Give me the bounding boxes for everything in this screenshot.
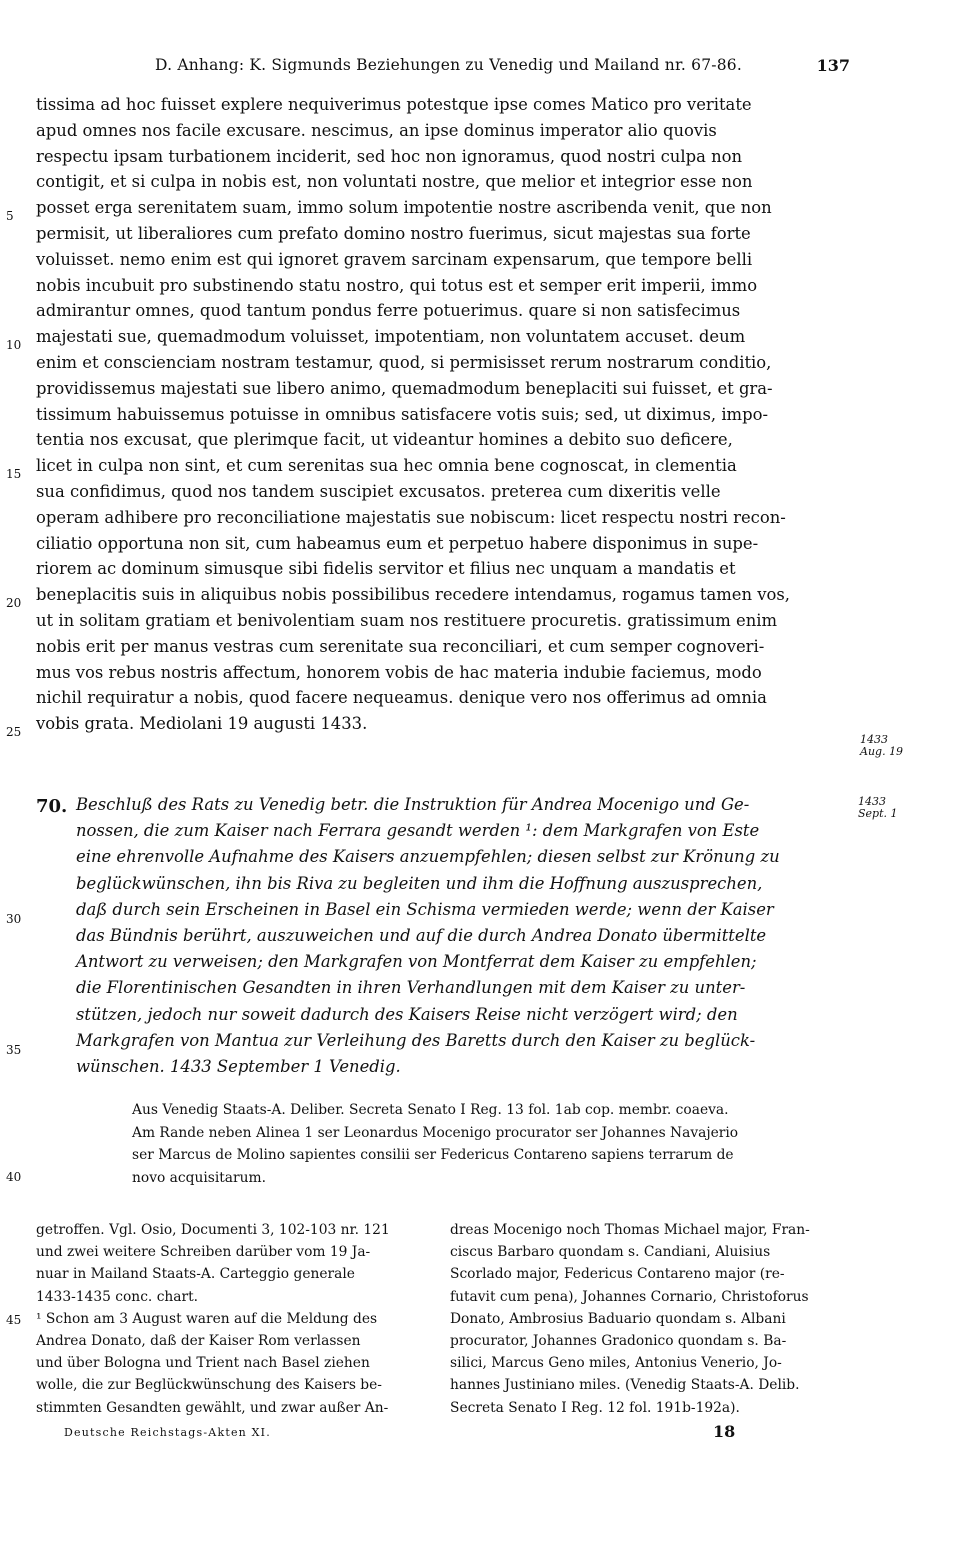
footnote-line: futavit cum pena), Johannes Cornario, Christoforus bbox=[450, 1288, 809, 1305]
text-line: tissima ad hoc fuisset explere nequiverimus potestque ipse comes Matico pro veritate bbox=[36, 95, 752, 114]
margin-date-year: 1433 bbox=[860, 733, 888, 746]
regest-line: wünschen. 1433 September 1 Venedig. bbox=[76, 1057, 401, 1076]
page-number: 137 bbox=[816, 56, 850, 75]
text-line: majestati sue, quemadmodum voluisset, impotentiam, non voluntatem accuset. deum bbox=[36, 327, 746, 347]
page-header bbox=[155, 56, 850, 80]
footer-series-title: Deutsche Reichstags-Akten XI. bbox=[64, 1426, 271, 1439]
footnote-line: dreas Mocenigo noch Thomas Michael major, Fran- bbox=[450, 1222, 810, 1238]
document-number: 70. bbox=[36, 796, 68, 817]
footnote-line: und über Bologna und Trient nach Basel ziehen bbox=[36, 1355, 370, 1372]
footnote-line: stimmten Gesandten gewählt, und zwar außer An- bbox=[36, 1399, 389, 1416]
footnote-line: Secreta Senato I Reg. 12 fol. 191b-192a). bbox=[450, 1399, 740, 1416]
text-line: licet in culpa non sint, et cum serenitas sua hec omnia bene cognoscat, in clementia bbox=[36, 456, 737, 476]
line-number: 20 bbox=[6, 596, 22, 610]
line-number: 25 bbox=[6, 725, 22, 739]
line-number: 5 bbox=[6, 209, 14, 223]
running-title: D. Anhang: K. Sigmunds Beziehungen zu Venedig und Mailand nr. 67-86. bbox=[155, 56, 742, 74]
margin-date-year: 1433 bbox=[858, 795, 886, 808]
text-line: vobis grata. Mediolani 19 augusti 1433. bbox=[36, 714, 368, 734]
source-line: Am Rande neben Alinea 1 ser Leonardus Mocenigo procurator ser Johannes Navajerio bbox=[132, 1124, 739, 1141]
source-line: novo acquisitarum. bbox=[132, 1169, 266, 1186]
footnote-line: wolle, die zur Beglückwünschung des Kaisers be- bbox=[36, 1377, 382, 1394]
footnote-line: getroffen. Vgl. Osio, Documenti 3, 102-103 nr. 121 bbox=[36, 1222, 390, 1238]
text-line: beneplacitis suis in aliquibus nobis possibilibus recedere intendamus, rogamus tamen vos, bbox=[36, 585, 790, 605]
text-line: operam adhibere pro reconciliatione majestatis sue nobiscum: licet respectu nostri recon- bbox=[36, 507, 786, 527]
margin-date-sept bbox=[858, 796, 898, 820]
regest-line: die Florentinischen Gesandten in ihren Verhandlungen mit dem Kaiser zu unter- bbox=[76, 978, 746, 998]
footnote-line: ciscus Barbaro quondam s. Candiani, Aluisius bbox=[450, 1244, 771, 1261]
line-number: 10 bbox=[6, 338, 22, 352]
regest-line: das Bündnis berührt, auszuweichen und auf die durch Andrea Donato übermittelte bbox=[76, 926, 767, 945]
regest-line: Markgrafen von Mantua zur Verleihung des Baretts durch den Kaiser zu beglück- bbox=[76, 1030, 756, 1050]
source-line: ser Marcus de Molino sapientes consilii ser Federicus Contareno sapiens terrarum de bbox=[132, 1147, 734, 1163]
margin-date-day: Sept. 1 bbox=[858, 807, 898, 820]
text-line: providissemus majestati sue libero animo, quemadmodum beneplaciti sui fuisset, et gra- bbox=[36, 378, 773, 398]
source-line: Aus Venedig Staats-A. Deliber. Secreta Senato I Reg. 13 fol. 1ab cop. membr. coaeva. bbox=[132, 1102, 729, 1118]
text-line: contigit, et si culpa in nobis est, non voluntati nostre, que melior et integrior esse non bbox=[36, 172, 753, 192]
footnote-line: Andrea Donato, daß der Kaiser Rom verlassen bbox=[36, 1333, 361, 1349]
text-line: nobis incubuit pro substinendo statu nostro, qui totus est et semper erit imperii, immo bbox=[36, 275, 758, 295]
text-line: voluisset. nemo enim est qui ignoret gravem sarcinam expensarum, que tempore belli bbox=[36, 249, 753, 269]
line-number: 35 bbox=[6, 1043, 22, 1057]
text-line: apud omnes nos facile excusare. nescimus, an ipse dominus imperator alio quovis bbox=[36, 120, 717, 140]
footnote-line: 1433-1435 conc. chart. bbox=[36, 1288, 199, 1305]
regest-line: Beschluß des Rats zu Venedig betr. die Instruktion für Andrea Mocenigo und Ge- bbox=[76, 795, 750, 814]
text-line: ciliatio opportuna non sit, cum habeamus eum et perpetuo habere disponimus in supe- bbox=[36, 533, 759, 553]
text-line: respectu ipsam turbationem inciderit, sed hoc non ignoramus, quod nostri culpa non bbox=[36, 146, 743, 166]
text-line: nichil requiratur a nobis, quod facere nequeamus. denique vero nos offerimus ad omnia bbox=[36, 688, 767, 708]
text-line: enim et conscienciam nostram testamur, quod, si permisisset rerum nostrarum conditio, bbox=[36, 353, 772, 372]
regest-line: Antwort zu verweisen; den Markgrafen von Montferrat dem Kaiser zu empfehlen; bbox=[76, 952, 757, 972]
regest-line: daß durch sein Erscheinen in Basel ein Schisma vermieden werde; wenn der Kaiser bbox=[76, 899, 774, 919]
text-line: mus vos rebus nostris affectum, honorem vobis de hac materia indubie faciemus, modo bbox=[36, 662, 762, 682]
margin-date-aug bbox=[860, 734, 903, 758]
footnote-line: procurator, Johannes Gradonico quondam s. Ba- bbox=[450, 1333, 787, 1349]
text-line: ut in solitam gratiam et benivolentiam suam nos restituere procuretis. gratissimum enim bbox=[36, 611, 778, 630]
text-line: tissimum habuissemus potuisse in omnibus satisfacere votis suis; sed, ut diximus, impo- bbox=[36, 404, 769, 424]
footnote-line: Scorlado major, Federicus Contareno major (re- bbox=[450, 1266, 785, 1283]
footnote-line: silici, Marcus Geno miles, Antonius Venerio, Jo- bbox=[450, 1355, 782, 1372]
text-line: posset erga serenitatem suam, immo solum impotentie nostre ascribenda venit, que non bbox=[36, 198, 772, 218]
line-number: 15 bbox=[6, 467, 22, 481]
footnote-line: hannes Justiniano miles. (Venedig Staats-A. Delib. bbox=[450, 1377, 800, 1394]
text-line: admirantur omnes, quod tantum pondus ferre potuerimus. quare si non satisfecimus bbox=[36, 301, 741, 321]
text-line: sua confidimus, quod nos tandem suscipiet excusatos. preterea cum dixeritis velle bbox=[36, 482, 721, 501]
line-number: 40 bbox=[6, 1170, 22, 1184]
regest-line: stützen, jedoch nur soweit dadurch des Kaisers Reise nicht verzögert wird; den bbox=[76, 1004, 738, 1024]
margin-date-day: Aug. 19 bbox=[860, 745, 904, 758]
footnote-line: Donato, Ambrosius Baduario quondam s. Albani bbox=[450, 1310, 786, 1327]
line-number: 30 bbox=[6, 912, 22, 926]
footer-signature: 18 bbox=[713, 1422, 736, 1441]
text-line: nobis erit per manus vestras cum serenitate sua reconciliari, et cum semper cognoveri- bbox=[36, 636, 765, 656]
text-line: riorem ac dominum simusque sibi fidelis servitor et filius nec unquam a mandatis et bbox=[36, 559, 736, 579]
line-number: 45 bbox=[6, 1313, 22, 1327]
footnote-line: ¹ Schon am 3 August waren auf die Meldung des bbox=[36, 1310, 378, 1327]
text-line: tentia nos excusat, que plerimque facit, ut videantur homines a debito suo deficere, bbox=[36, 430, 733, 450]
text-line: permisit, ut liberaliores cum prefato domino nostro fuerimus, sicut majestas sua forte bbox=[36, 224, 751, 243]
regest-line: nossen, die zum Kaiser nach Ferrara gesandt werden ¹: dem Markgrafen von Este bbox=[76, 821, 760, 841]
regest-line: beglückwünschen, ihn bis Riva zu begleiten und ihm die Hoffnung auszusprechen, bbox=[76, 873, 763, 893]
regest-line: eine ehrenvolle Aufnahme des Kaisers anzuempfehlen; diesen selbst zur Krönung zu bbox=[76, 847, 780, 867]
footnote-line: nuar in Mailand Staats-A. Carteggio generale bbox=[36, 1266, 355, 1283]
footnote-line: und zwei weitere Schreiben darüber vom 19 Ja- bbox=[36, 1244, 371, 1261]
